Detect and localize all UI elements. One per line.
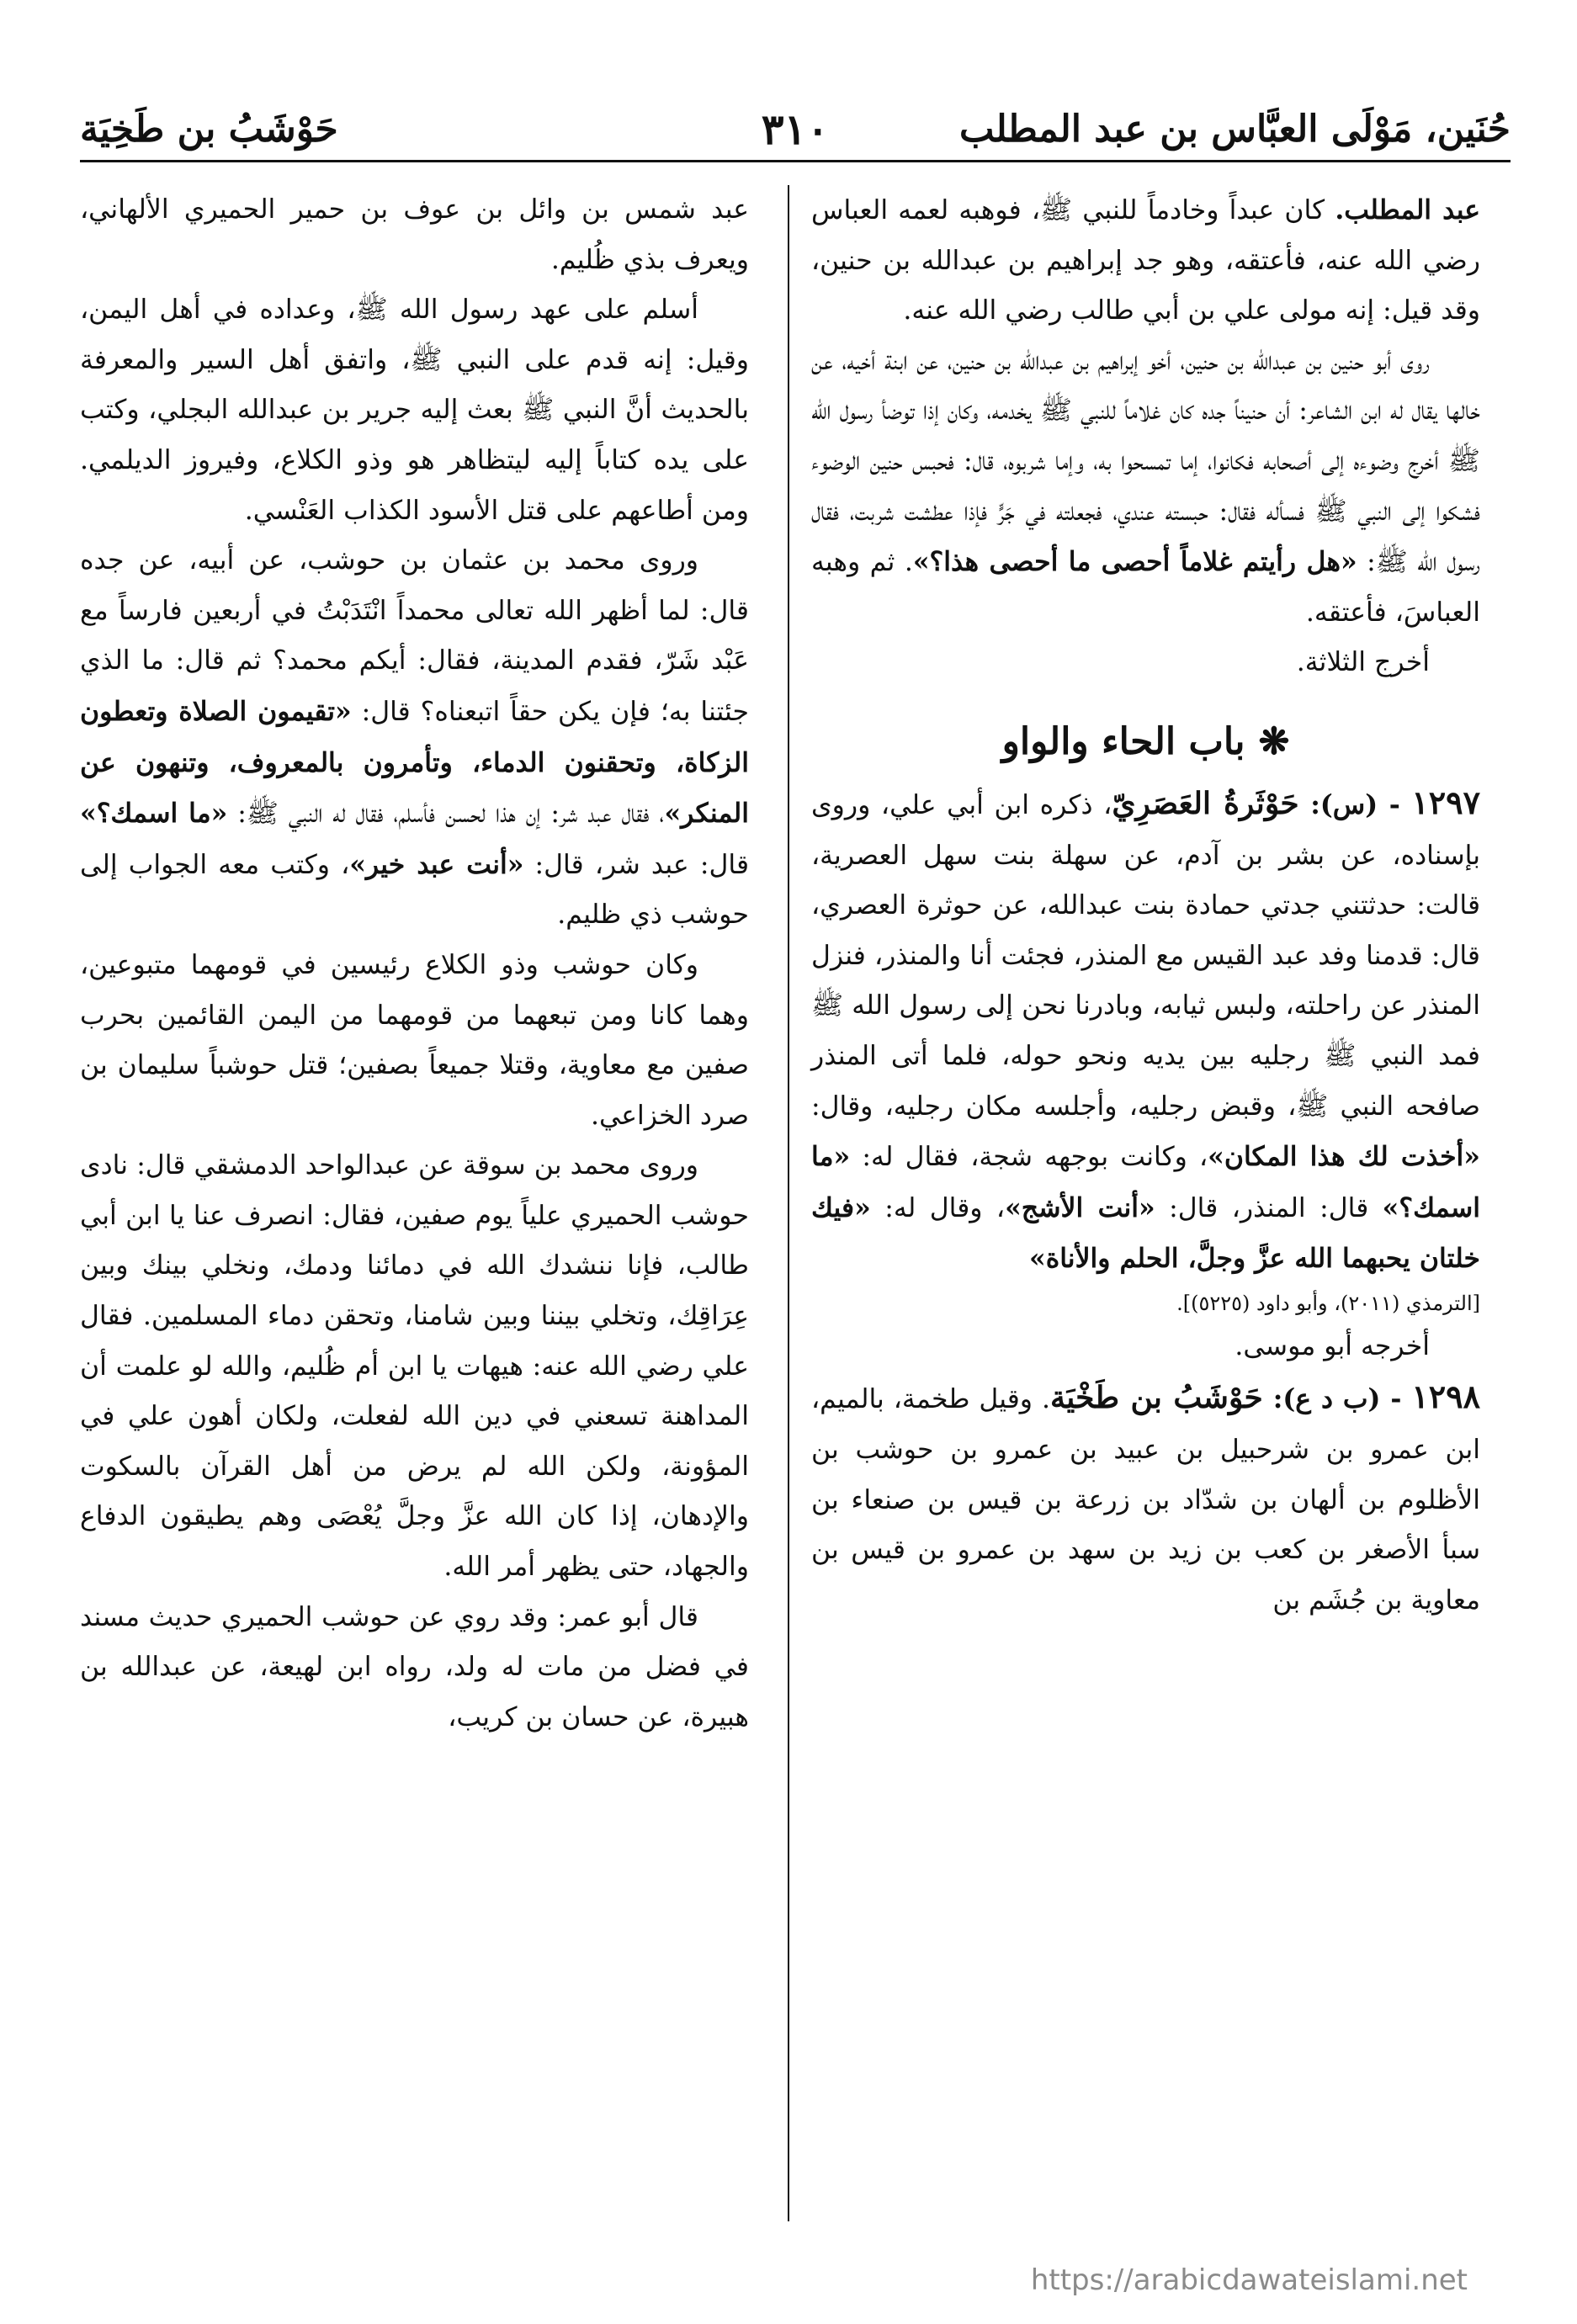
bold-quote: «أخذت لك هذا المكان»: [1208, 1141, 1480, 1173]
text: ، وكتب معه الجواب إلى حوشب ذي ظليم.: [80, 849, 749, 931]
entry-1298: [811, 1372, 1480, 1626]
text: ، فقال عبد شر: إن هذا لحسن فأسلم، فقال له النبي ﷺ:: [227, 799, 665, 830]
bold-quote: «أنت عبد خير»: [349, 848, 524, 880]
watermark-url: https://arabicdawateislami.net: [1030, 2263, 1468, 2297]
entry-tag: - (ب د ع):: [1262, 1383, 1412, 1415]
paragraph: قال أبو عمر: وقد روي عن حوشب الحميري حديث مسند في فضل من مات له ولد، رواه ابن لهيعة، عن عبدالله بن هبيرة، عن حسان بن كريب،: [80, 1601, 749, 1732]
bold-quote: «ما اسمك؟»: [80, 798, 228, 830]
bold-text: عبد المطلب.: [1335, 194, 1480, 226]
entry-number: ١٢٩٨: [1411, 1377, 1480, 1416]
bold-quote: «هل رأيتم غلاماً أحصى ما أحصى هذا؟»: [912, 546, 1357, 578]
entry-number: ١٢٩٧: [1411, 783, 1480, 821]
text: وروى محمد بن عثمان بن حوشب، عن أبيه، عن جده قال: لما أظهر الله تعالى محمداً انْتَدَبْتُ في أربعين فارساً مع عَبْد شَرّ، فقدم المدينة، فقال: أيكم محمد؟ ثم قال: ما الذي جئتنا به؛ فإن يكن حقاً اتبعناه؟ قال:: [80, 545, 749, 727]
text: ، ذكره ابن أبي علي، وروى بإسناده، عن بشر بن آدم، عن سهلة بنت سهل العصرية، قالت: حدثتني جدتي حمادة بنت عبدالله، عن حوثرة العصري، قال: قدمنا وفد عبد القيس مع المنذر، فجئت أنا والمنذر، فنزل المنذر عن راحلته، ولبس ثيابه، وبادرنا نحن إلى رسول الله ﷺ فمد النبي ﷺ رجليه بين يديه ونحو حوله، فلما أتى المنذر صافحه النبي ﷺ، وقبض رجليه، وأجلسه مكان رجليه، وقال:: [811, 789, 1480, 1122]
entry-1297: [811, 777, 1480, 1285]
right-column: [811, 185, 1480, 2238]
text: ، وكانت بوجهه شجة، فقال له:: [850, 1142, 1208, 1173]
column-divider: [788, 185, 789, 2221]
paragraph: [80, 536, 749, 941]
text: . وقيل طخمة، بالميم، ابن عمرو بن شرحبيل بن عبيد بن عمرو بن حوشب بن الأظلوم بن ألهان بن شدّاد بن زرعة بن قيس بن صنعاء بن سبأ الأصغر بن كعب بن زيد بن سهد بن عمرو بن قيس بن معاوية بن جُشَم بن: [811, 1384, 1480, 1616]
section-title: [811, 707, 1480, 777]
star-ornament: ❋: [1258, 719, 1290, 763]
text: . ثم وهبه العباسَ، فأعتقه.: [811, 547, 1480, 628]
page-number: ٣١٠: [761, 104, 830, 154]
paragraph: أخرج الثلاثة.: [1296, 647, 1430, 678]
running-header: [80, 93, 1511, 162]
bold-quote: «ما اسمك؟»: [811, 1141, 1480, 1223]
bold-quote: «تقيمون الصلاة وتعطون الزكاة، وتحقنون الدماء، وتأمرون بالمعروف، وتنهون عن المنكر»: [80, 695, 749, 830]
text: قال: المنذر، قال:: [1155, 1192, 1383, 1223]
entry-name: حَوْشَبُ بن طَخْيَة: [1050, 1380, 1263, 1416]
paragraph: وروى محمد بن سوقة عن عبدالواحد الدمشقي قال: نادى حوشب الحميري علياً يوم صفين، فقال: انصرف عنا يا ابن أبي طالب، فإنا ننشدك الله في دمائنا ودمك، ونخلي بينك وبين عِرَاقِك، وتخلي بيننا وبين شامنا، وتحقن دماء المسلمين. فقال علي رضي الله عنه: هيهات يا ابن أم ظُليم، والله لو علمت أن المداهنة تسعني في دين الله لفعلت، ولكان أهون علي في المؤونة، ولكن الله لم يرض من أهل القرآن بالسكوت والإدهان، إذا كان الله عزَّ وجلَّ يُعْصَى وهم يطيقون الدفاع والجهاد، حتى يظهر أمر الله.: [80, 1150, 749, 1583]
paragraph: أخرجه أبو موسى.: [1235, 1330, 1430, 1361]
entry-tag: - (س):: [1298, 788, 1412, 820]
paragraph: [811, 185, 1480, 337]
header-right-title: حُنَين، مَوْلَى العبَّاس بن عبد المطلب: [959, 108, 1511, 151]
header-left-title: حَوْشَبُ بن طَخِيَة: [80, 108, 338, 151]
paragraph: وكان حوشب وذو الكلاع رئيسين في قومهما متبوعين، وهما كانا ومن تبعهما من قومهما من اليمن القائمين بحرب صفين مع معاوية، وقتلا جميعاً بصفين؛ قتل حوشباً سليمان بن صرد الخزاعي.: [80, 949, 749, 1131]
section-title-text: باب الحاء والواو: [1001, 719, 1245, 763]
paragraph: عبد شمس بن وائل بن عوف بن حمير الحميري الألهاني، ويعرف بذي ظُليم.: [80, 194, 749, 275]
text: قال: عبد شر، قال:: [523, 849, 750, 880]
paragraph: [811, 337, 1480, 639]
paragraph: أسلم على عهد رسول الله ﷺ، وعداده في أهل اليمن، وقيل: إنه قدم على النبي ﷺ، واتفق أهل السير والمعرفة بالحديث أنَّ النبي ﷺ بعث إليه جرير بن عبدالله البجلي، وكتب على يده كتاباً إليه ليتظاهر هو وذو الكلاع، وفيروز الديلمي. ومن أطاعهم على قتل الأسود الكذاب العَنْسي.: [80, 294, 749, 526]
text: روى أبو حنين بن عبدالله بن حنين، أخو إبراهيم بن عبدالله بن حنين، عن ابنة أخيه، عن خالها يقال له ابن الشاعر: أن حنيناً جده كان غلاماً للنبي ﷺ يخدمه، وكان إذا توضأ رسول الله ﷺ أخرج وضوءه إلى أصحابه فكانوا، إما تمسحوا به، وإما شربوه، قال: فحبس حنين الوضوء فشكوا إلى النبي ﷺ فسأله فقال: حبسته عندي، فجعلته في جَرٍّ فإذا عطشت شربت، فقال رسول الله ﷺ:: [811, 345, 1480, 578]
left-column: [80, 185, 749, 2238]
entry-name: حَوْثَرةُ العَصَرِيّ: [1112, 785, 1299, 821]
reference-note: [الترمذي (٢٠١١)، وأبو داود (٥٢٢٥)].: [1176, 1291, 1480, 1315]
bold-quote: «فيك خلتان يحبهما الله عزَّ وجلَّ، الحلم والأناة»: [811, 1191, 1480, 1275]
text: كان عبداً وخادماً للنبي ﷺ، فوهبه لعمه العباس رضي الله عنه، فأعتقه، وهو جد إبراهيم بن عبدالله بن حنين، وقد قيل: إنه مولى علي بن أبي طالب رضي الله عنه.: [811, 195, 1480, 326]
bold-quote: «أنت الأشج»: [1005, 1191, 1155, 1223]
text: ، وقال له:: [870, 1192, 1006, 1223]
